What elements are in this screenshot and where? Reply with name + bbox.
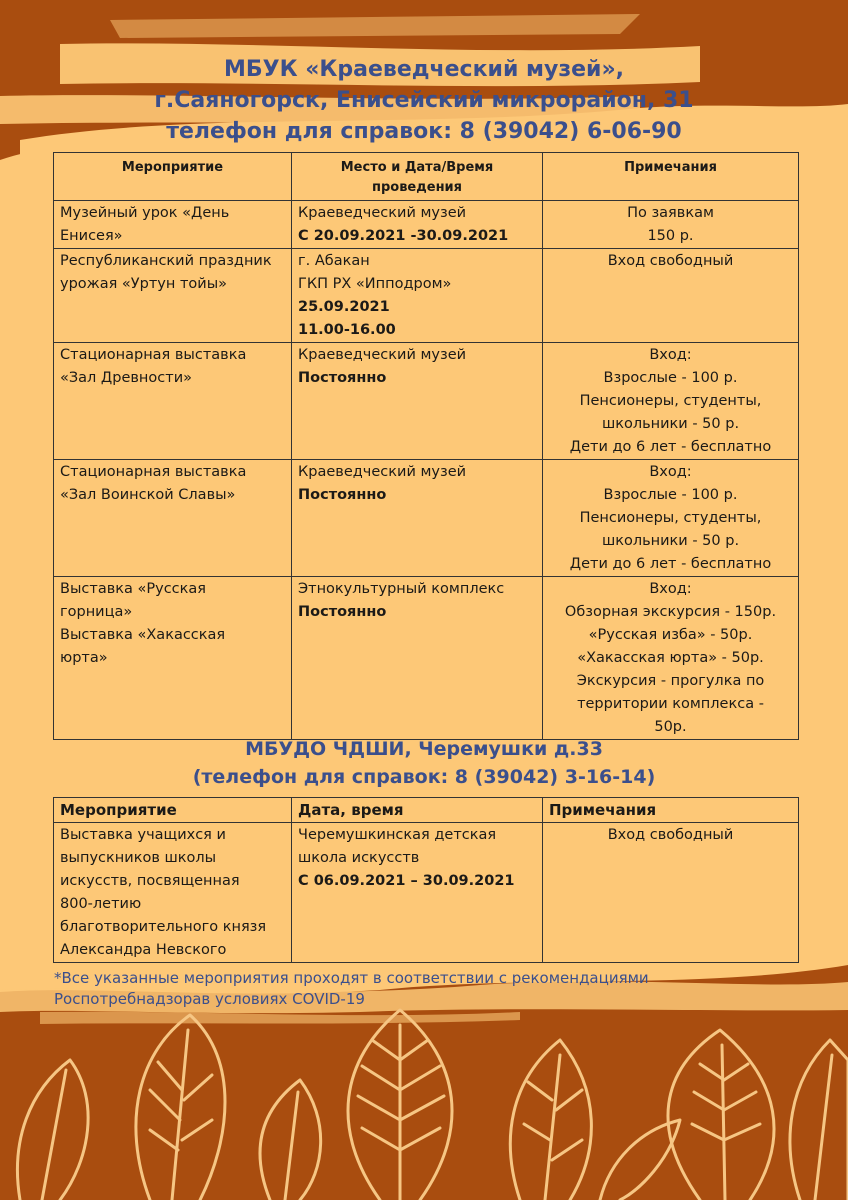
- museum-phone: телефон для справок: 8 (39042) 6-06-90: [166, 119, 682, 144]
- museum-title: МБУК «Краеведческий музей»,: [223, 57, 625, 82]
- table-header-row: [54, 798, 799, 823]
- school-heading: [0, 735, 848, 791]
- footnote-line: Роспотребнадзорав условиях COVID-19: [54, 990, 365, 1008]
- school-phone: (телефон для справок: 8 (39042) 3-16-14): [192, 766, 656, 788]
- notes-line: 150 р.: [647, 228, 694, 244]
- table-row: [54, 460, 799, 577]
- header-event: Мероприятие: [54, 153, 292, 201]
- event-cell: [54, 249, 292, 343]
- event-line: Музейный урок «День: [60, 205, 230, 221]
- notes-line: Пенсионеры, студенты,: [579, 510, 762, 526]
- event-line: Стационарная выставка: [60, 464, 247, 480]
- event-cell: [54, 201, 292, 249]
- notes-line: Вход:: [649, 464, 692, 480]
- footnote-line: *Все указанные мероприятия проходят в соответствии с рекомендациями: [54, 969, 649, 987]
- table-row: [54, 577, 799, 740]
- place-date-cell: [292, 460, 543, 577]
- event-line: Выставка «Русская: [60, 581, 207, 597]
- date-line: Постоянно: [298, 604, 387, 620]
- event-line: Выставка учащихся и: [60, 827, 226, 843]
- time-line: 11.00-16.00: [298, 322, 396, 338]
- notes-line: Дети до 6 лет - бесплатно: [569, 556, 772, 572]
- header-place-date: Место и Дата/Время проведения: [292, 153, 543, 201]
- school-events-table: [53, 797, 799, 963]
- event-line: горница»: [60, 604, 133, 620]
- date-line: Постоянно: [298, 487, 387, 503]
- notes-line: Вход свободный: [607, 253, 734, 269]
- museum-address: г.Саяногорск, Енисейский микрорайон, 31: [154, 88, 694, 113]
- place-date-cell: [292, 201, 543, 249]
- place-line: школа искусств: [298, 850, 420, 866]
- notes-line: Вход:: [649, 581, 692, 597]
- notes-line: «Русская изба» - 50р.: [588, 627, 753, 643]
- notes-line: Вход свободный: [607, 827, 734, 843]
- place-line: Краеведческий музей: [298, 347, 467, 363]
- notes-line: Обзорная экскурсия - 150р.: [564, 604, 777, 620]
- table-row: [54, 249, 799, 343]
- event-line: благотворительного князя: [60, 919, 267, 935]
- header-date-time: Дата, время: [292, 798, 543, 823]
- museum-events-table: [53, 152, 799, 740]
- school-title: МБУДО ЧДШИ, Черемушки д.33: [245, 738, 603, 760]
- notes-cell: [543, 577, 799, 740]
- notes-line: Вход:: [649, 347, 692, 363]
- notes-line: 50р.: [654, 719, 687, 735]
- museum-heading: [0, 54, 848, 147]
- place-date-cell: [292, 577, 543, 740]
- place-date-cell: [292, 343, 543, 460]
- header-notes: Примечания: [543, 153, 799, 201]
- covid-footnote: [54, 968, 814, 1010]
- notes-cell: [543, 823, 799, 963]
- notes-cell: [543, 460, 799, 577]
- notes-line: школьники - 50 р.: [601, 533, 740, 549]
- notes-line: Пенсионеры, студенты,: [579, 393, 762, 409]
- date-line: С 20.09.2021 -30.09.2021: [298, 228, 509, 244]
- date-line: Постоянно: [298, 370, 387, 386]
- place-date-cell: [292, 823, 543, 963]
- notes-line: школьники - 50 р.: [601, 416, 740, 432]
- notes-cell: [543, 201, 799, 249]
- event-line: Александра Невского: [60, 942, 227, 958]
- notes-line: Дети до 6 лет - бесплатно: [569, 439, 772, 455]
- place-line: г. Абакан: [298, 253, 370, 269]
- event-line: «Зал Воинской Славы»: [60, 487, 236, 503]
- header-event: Мероприятие: [54, 798, 292, 823]
- place-line: Этнокультурный комплекс: [298, 581, 505, 597]
- event-cell: [54, 343, 292, 460]
- table-row: [54, 343, 799, 460]
- date-line: 25.09.2021: [298, 299, 390, 315]
- place-date-cell: [292, 249, 543, 343]
- notes-line: По заявкам: [627, 205, 714, 221]
- place-line: Черемушкинская детская: [298, 827, 497, 843]
- place-line: ГКП РХ «Ипподром»: [298, 276, 452, 292]
- event-line: Стационарная выставка: [60, 347, 247, 363]
- date-line: С 06.09.2021 – 30.09.2021: [298, 873, 515, 889]
- notes-cell: [543, 343, 799, 460]
- event-cell: [54, 460, 292, 577]
- notes-line: «Хакасская юрта» - 50р.: [577, 650, 764, 666]
- event-line: выпускников школы: [60, 850, 217, 866]
- event-line: Республиканский праздник: [60, 253, 272, 269]
- notes-line: Экскурсия - прогулка по: [576, 673, 765, 689]
- event-line: урожая «Уртун тойы»: [60, 276, 228, 292]
- table-row: [54, 823, 799, 963]
- event-cell: [54, 577, 292, 740]
- notes-cell: [543, 249, 799, 343]
- event-line: Выставка «Хакасская: [60, 627, 226, 643]
- header-notes: Примечания: [543, 798, 799, 823]
- event-line: юрта»: [60, 650, 108, 666]
- notes-line: Взрослые - 100 р.: [603, 370, 738, 386]
- table-row: [54, 201, 799, 249]
- table-header-row: [54, 153, 799, 201]
- event-line: 800-летию: [60, 896, 142, 912]
- event-line: Енисея»: [60, 228, 123, 244]
- event-line: искусств, посвященная: [60, 873, 240, 889]
- event-line: «Зал Древности»: [60, 370, 192, 386]
- place-line: Краеведческий музей: [298, 205, 467, 221]
- notes-line: Взрослые - 100 р.: [603, 487, 738, 503]
- place-line: Краеведческий музей: [298, 464, 467, 480]
- event-cell: [54, 823, 292, 963]
- notes-line: территории комплекса -: [577, 696, 764, 712]
